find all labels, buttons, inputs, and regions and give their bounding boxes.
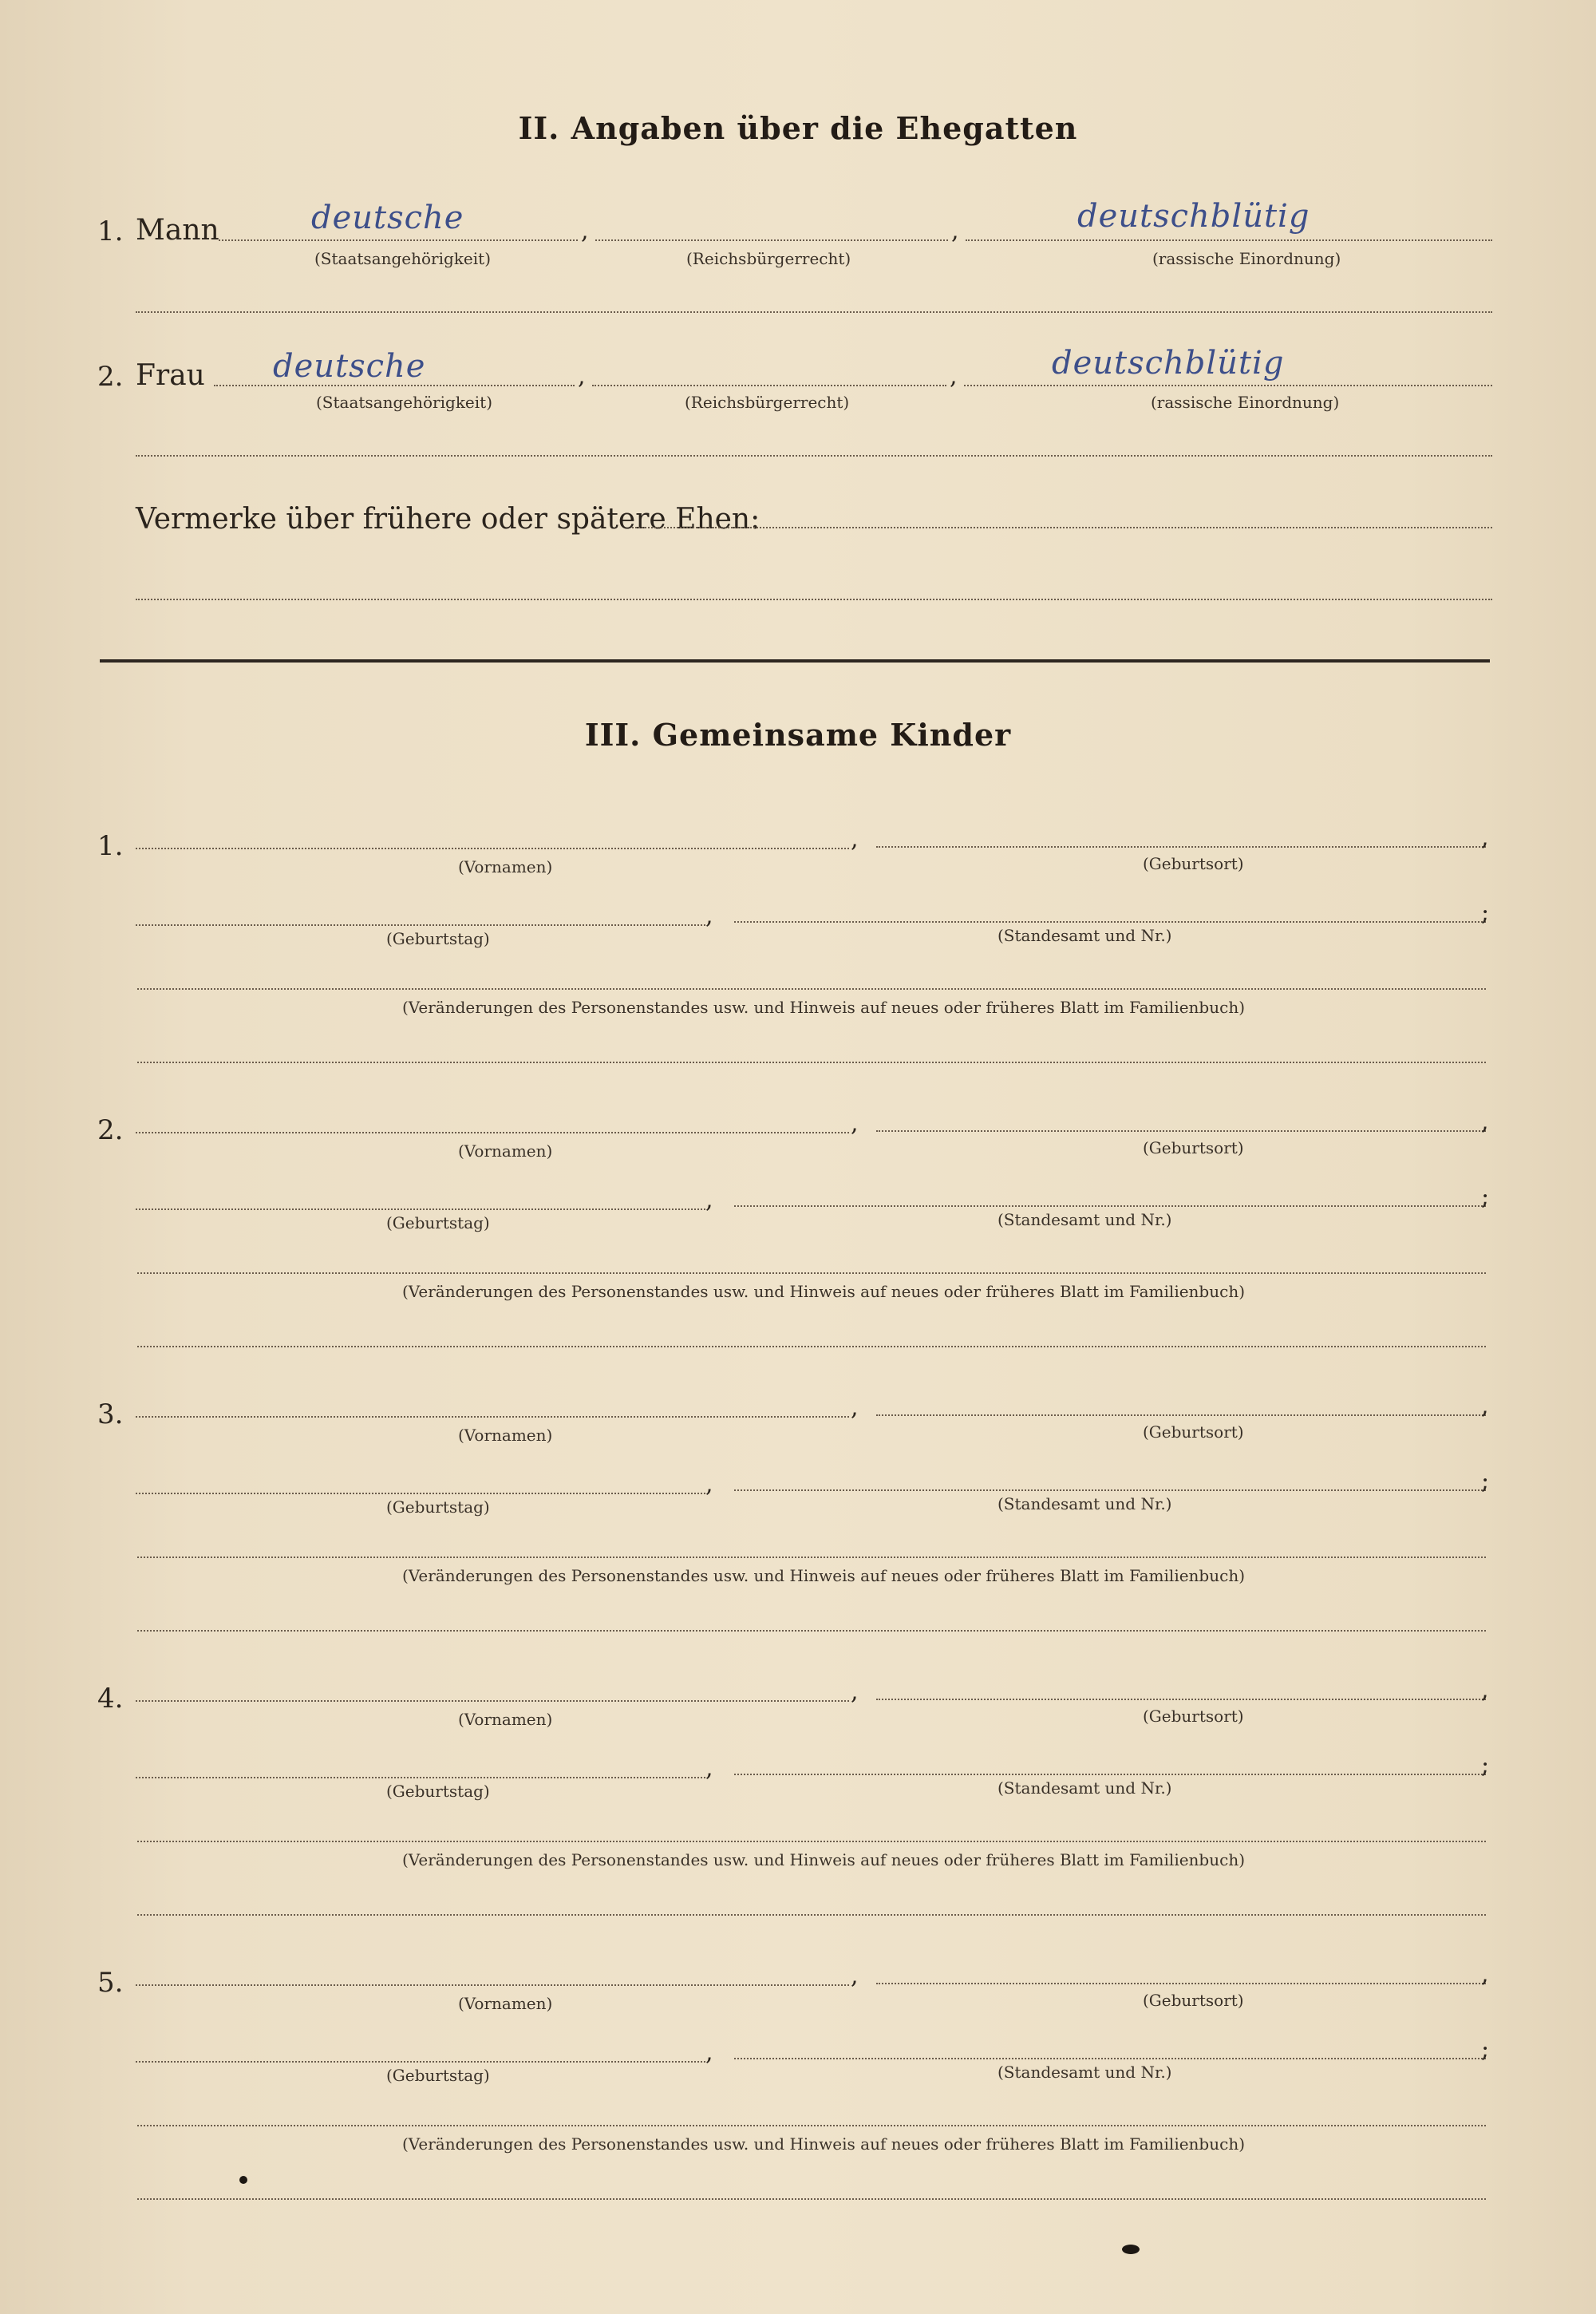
child-changes-line-2[interactable] bbox=[137, 1630, 1486, 1632]
child-registry-field[interactable] bbox=[734, 921, 1486, 923]
child-registry-field[interactable] bbox=[734, 1774, 1486, 1775]
section-divider bbox=[100, 659, 1490, 663]
comma: , bbox=[1481, 1108, 1489, 1136]
child-birthplace-field[interactable] bbox=[876, 846, 1486, 848]
comma: , bbox=[851, 825, 859, 853]
caption-birthplace: (Geburtsort) bbox=[1143, 1422, 1244, 1442]
caption-birthplace: (Geburtsort) bbox=[1143, 1991, 1244, 2010]
caption-first-names: (Vornamen) bbox=[458, 1994, 553, 2013]
caption-birthplace: (Geburtsort) bbox=[1143, 1138, 1244, 1157]
caption-registry: (Standesamt und Nr.) bbox=[998, 1494, 1172, 1513]
comma: , bbox=[951, 217, 959, 245]
caption-registry: (Standesamt und Nr.) bbox=[998, 1778, 1172, 1798]
child-birthday-field[interactable] bbox=[136, 924, 705, 926]
caption-birthday: (Geburtstag) bbox=[386, 2066, 490, 2085]
man-reich-citizenship-field[interactable] bbox=[595, 239, 948, 241]
section-title-children: III. Gemeinsame Kinder bbox=[584, 717, 1012, 753]
comma: , bbox=[705, 1186, 713, 1214]
caption-changes: (Veränderungen des Personenstandes usw. und Hinweis auf neues oder früheres Blatt im Familienbuch) bbox=[402, 1850, 1245, 1869]
comma: , bbox=[705, 902, 713, 930]
comma: , bbox=[578, 362, 586, 390]
caption-birthplace: (Geburtsort) bbox=[1143, 854, 1244, 873]
caption-ancestry: (rassische Einordnung) bbox=[1151, 393, 1340, 412]
child-number: 2. bbox=[97, 1114, 124, 1146]
ink-spot bbox=[1122, 2245, 1140, 2254]
child-birthplace-field[interactable] bbox=[876, 1699, 1486, 1700]
semicolon: ; bbox=[1481, 1183, 1490, 1211]
caption-registry: (Standesamt und Nr.) bbox=[998, 2063, 1172, 2082]
child-registry-field[interactable] bbox=[734, 2058, 1486, 2059]
comma: , bbox=[1481, 1960, 1489, 1988]
semicolon: ; bbox=[1481, 2035, 1490, 2063]
child-number: 4. bbox=[97, 1683, 124, 1715]
child-first-names-field[interactable] bbox=[136, 848, 849, 849]
child-changes-field[interactable] bbox=[137, 988, 1486, 990]
child-birthplace-field[interactable] bbox=[876, 1130, 1486, 1132]
marriage-notes-field[interactable] bbox=[632, 527, 1492, 528]
caption-changes: (Veränderungen des Personenstandes usw. und Hinweis auf neues oder früheres Blatt im Familienbuch) bbox=[402, 998, 1245, 1017]
child-birthplace-field[interactable] bbox=[876, 1983, 1486, 1984]
comma: , bbox=[851, 1110, 859, 1137]
child-birthday-field[interactable] bbox=[136, 2061, 705, 2063]
child-changes-field[interactable] bbox=[137, 1272, 1486, 1274]
caption-first-names: (Vornamen) bbox=[458, 857, 553, 876]
caption-reich-citizenship: (Reichsbürgerrecht) bbox=[686, 249, 851, 268]
comma: , bbox=[851, 1394, 859, 1422]
caption-citizenship: (Staatsangehörigkeit) bbox=[316, 393, 493, 412]
caption-birthday: (Geburtstag) bbox=[386, 1213, 490, 1232]
child-changes-line-2[interactable] bbox=[137, 2198, 1486, 2200]
caption-changes: (Veränderungen des Personenstandes usw. und Hinweis auf neues oder früheres Blatt im Familienbuch) bbox=[402, 1566, 1245, 1585]
caption-first-names: (Vornamen) bbox=[458, 1141, 553, 1161]
spouse-label-man: Mann bbox=[136, 214, 219, 247]
woman-ancestry-field[interactable] bbox=[964, 385, 1492, 386]
comma: , bbox=[705, 1470, 713, 1498]
comma: , bbox=[581, 217, 589, 245]
spouse-number-man: 1. bbox=[97, 216, 124, 247]
child-changes-field[interactable] bbox=[137, 1841, 1486, 1842]
child-registry-field[interactable] bbox=[734, 1205, 1486, 1207]
caption-birthplace: (Geburtsort) bbox=[1143, 1707, 1244, 1726]
child-changes-line-2[interactable] bbox=[137, 1346, 1486, 1347]
child-birthplace-field[interactable] bbox=[876, 1414, 1486, 1416]
child-number: 1. bbox=[97, 830, 124, 862]
comma: , bbox=[705, 2039, 713, 2067]
comma: , bbox=[1481, 824, 1489, 852]
child-first-names-field[interactable] bbox=[136, 1416, 849, 1418]
child-first-names-field[interactable] bbox=[136, 1132, 849, 1133]
man-citizenship-field[interactable] bbox=[219, 239, 578, 241]
child-registry-field[interactable] bbox=[734, 1489, 1486, 1491]
woman-extra-line[interactable] bbox=[136, 455, 1492, 457]
caption-changes: (Veränderungen des Personenstandes usw. und Hinweis auf neues oder früheres Blatt im Familienbuch) bbox=[402, 2134, 1245, 2154]
marriage-notes-label: Vermerke über frühere oder spätere Ehen: bbox=[136, 503, 760, 536]
caption-citizenship: (Staatsangehörigkeit) bbox=[314, 249, 492, 268]
man-extra-line[interactable] bbox=[136, 311, 1492, 313]
child-number: 3. bbox=[97, 1398, 124, 1430]
woman-reich-citizenship-field[interactable] bbox=[592, 385, 946, 386]
caption-birthday: (Geburtstag) bbox=[386, 1782, 490, 1801]
semicolon: ; bbox=[1481, 1467, 1490, 1495]
child-birthday-field[interactable] bbox=[136, 1493, 705, 1494]
caption-changes: (Veränderungen des Personenstandes usw. und Hinweis auf neues oder früheres Blatt im Familienbuch) bbox=[402, 1282, 1245, 1301]
child-number: 5. bbox=[97, 1967, 124, 1999]
man-ancestry-value: deutschblütig bbox=[1077, 198, 1310, 235]
child-first-names-field[interactable] bbox=[136, 1984, 849, 1986]
child-birthday-field[interactable] bbox=[136, 1777, 705, 1778]
semicolon: ; bbox=[1481, 1751, 1490, 1779]
comma: , bbox=[950, 362, 958, 390]
caption-reich-citizenship: (Reichsbürgerrecht) bbox=[685, 393, 850, 412]
woman-citizenship-field[interactable] bbox=[214, 385, 575, 386]
spouse-number-woman: 2. bbox=[97, 361, 124, 393]
child-first-names-field[interactable] bbox=[136, 1700, 849, 1702]
woman-citizenship-value: deutsche bbox=[273, 348, 426, 385]
comma: , bbox=[851, 1962, 859, 1990]
caption-first-names: (Vornamen) bbox=[458, 1710, 553, 1729]
caption-first-names: (Vornamen) bbox=[458, 1426, 553, 1445]
ink-spot bbox=[239, 2176, 247, 2184]
caption-registry: (Standesamt und Nr.) bbox=[998, 1210, 1172, 1229]
child-changes-field[interactable] bbox=[137, 2125, 1486, 2126]
caption-birthday: (Geburtstag) bbox=[386, 1497, 490, 1517]
child-birthday-field[interactable] bbox=[136, 1208, 705, 1210]
caption-ancestry: (rassische Einordnung) bbox=[1152, 249, 1341, 268]
child-changes-line-2[interactable] bbox=[137, 1062, 1486, 1063]
marriage-notes-line-2[interactable] bbox=[136, 599, 1492, 600]
semicolon: ; bbox=[1481, 899, 1490, 927]
spouse-label-woman: Frau bbox=[136, 359, 205, 392]
child-changes-line-2[interactable] bbox=[137, 1914, 1486, 1916]
man-ancestry-field[interactable] bbox=[966, 239, 1492, 241]
child-changes-field[interactable] bbox=[137, 1557, 1486, 1558]
comma: , bbox=[1481, 1676, 1489, 1704]
section-title-spouses: II. Angaben über die Ehegatten bbox=[518, 110, 1078, 146]
comma: , bbox=[705, 1754, 713, 1782]
man-citizenship-value: deutsche bbox=[311, 200, 464, 236]
woman-ancestry-value: deutschblütig bbox=[1052, 345, 1285, 382]
caption-birthday: (Geburtstag) bbox=[386, 929, 490, 948]
comma: , bbox=[851, 1678, 859, 1706]
caption-registry: (Standesamt und Nr.) bbox=[998, 926, 1172, 945]
comma: , bbox=[1481, 1392, 1489, 1420]
